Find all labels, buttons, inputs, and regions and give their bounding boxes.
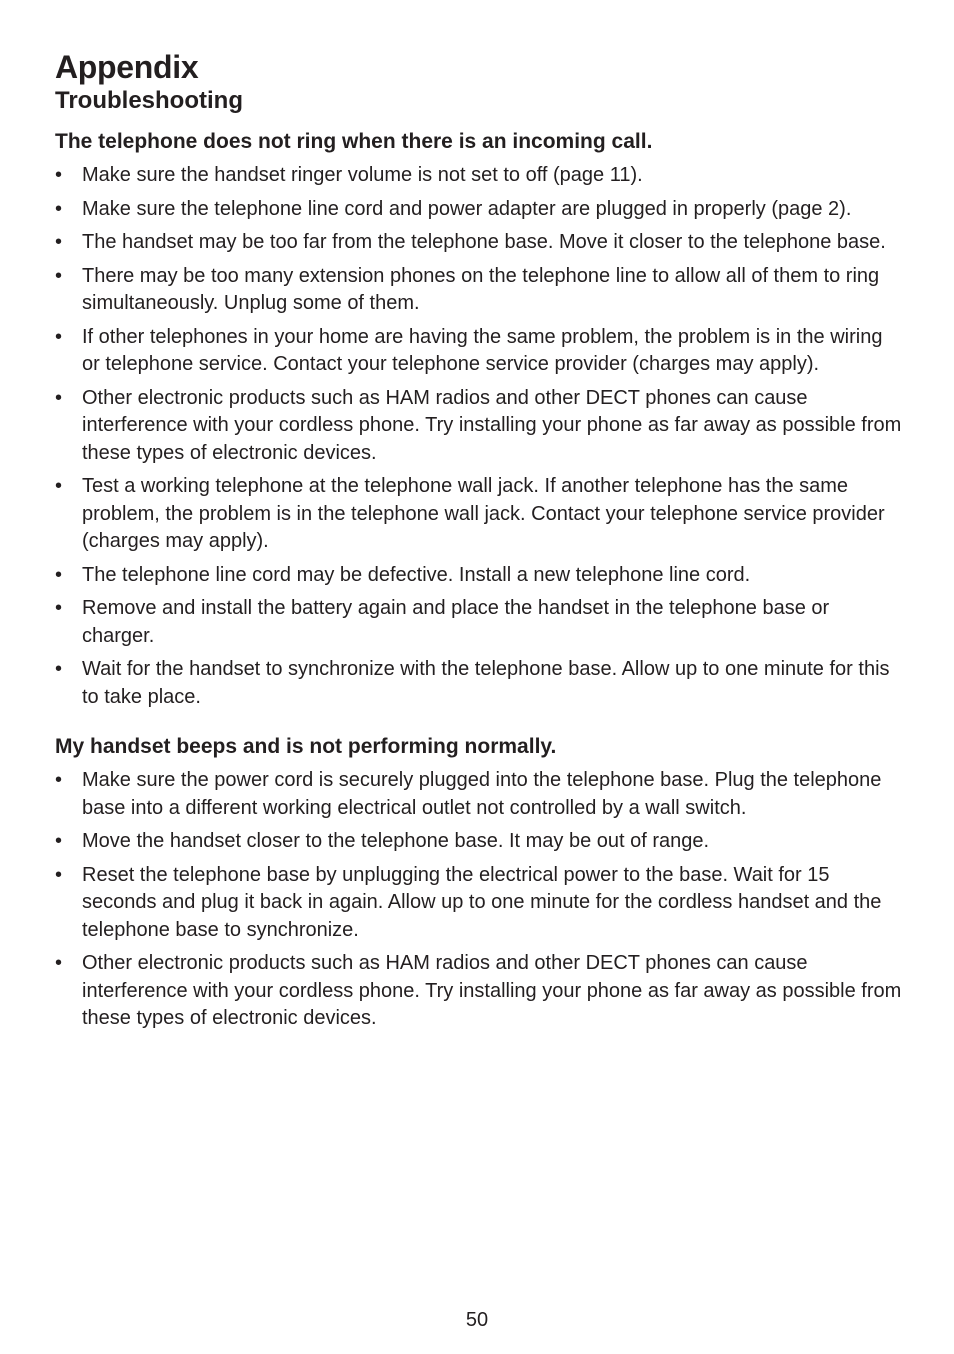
document-page	[55, 48, 905, 1039]
page-number: 50	[465, 1309, 489, 1331]
list-item-text: The handset may be too far from the telephone base. Move it closer to the telephone base.	[82, 231, 886, 253]
list-item	[55, 767, 905, 822]
bullet-icon: •	[55, 386, 63, 409]
bullet-icon: •	[55, 197, 63, 220]
bullet-icon: •	[55, 952, 63, 974]
page-title: Appendix	[55, 49, 199, 85]
list-item	[55, 162, 905, 190]
list-item-text: Make sure the power cord is securely plugged into the telephone base. Plug the telephone base into a different working electrical outlet not controlled by a wall switch.	[82, 769, 882, 819]
section-title: Troubleshooting	[55, 87, 243, 114]
bullet-icon: •	[55, 325, 63, 348]
list-item	[55, 196, 905, 224]
list-item	[55, 324, 905, 379]
no-ring-list	[55, 162, 905, 711]
handset-beeps-list	[55, 767, 905, 1033]
issue-heading-handset-beeps: My handset beeps and is not performing normally.	[55, 735, 557, 758]
bullet-icon: •	[55, 863, 63, 886]
list-item-text: Test a working telephone at the telephone wall jack. If another telephone has the same problem, the problem is in the telephone wall jack. Contact your telephone service provider (charges may apply).	[82, 475, 885, 552]
list-item-text: Make sure the handset ringer volume is not set to off (page 11).	[82, 164, 643, 186]
list-item	[55, 828, 905, 856]
list-item	[55, 656, 905, 711]
list-item	[55, 385, 905, 468]
issue-heading-no-ring: The telephone does not ring when there is an incoming call.	[55, 130, 653, 153]
list-item-text: Remove and install the battery again and place the handset in the telephone base or charger.	[82, 597, 830, 647]
list-item	[55, 950, 905, 1033]
list-item	[55, 862, 905, 945]
list-item	[55, 229, 905, 257]
bullet-icon: •	[55, 164, 63, 186]
list-item	[55, 473, 905, 556]
list-item-text: Other electronic products such as HAM radios and other DECT phones can cause interference with your cordless phone. Try installing your phone as far away as possible from these types of electronic devices.	[82, 952, 902, 1029]
list-item	[55, 263, 905, 318]
list-item-text: The telephone line cord may be defective. Install a new telephone line cord.	[82, 563, 751, 586]
list-item	[55, 562, 905, 590]
bullet-icon: •	[55, 264, 63, 287]
list-item-text: If other telephones in your home are having the same problem, the problem is in the wiring or telephone service. Contact your telephone service provider (charges may apply).	[82, 325, 883, 375]
bullet-icon: •	[55, 475, 63, 497]
bullet-icon: •	[55, 231, 63, 253]
list-item-text: There may be too many extension phones on the telephone line to allow all of them to ring simultaneously. Unplug some of them.	[82, 264, 880, 314]
list-item-text: Move the handset closer to the telephone base. It may be out of range.	[82, 830, 710, 852]
list-item-text: Reset the telephone base by unplugging the electrical power to the base. Wait for 15 seconds and plug it back in again. Allow up to one minute for the cordless handset and the telephone base to synchronize.	[82, 863, 882, 941]
bullet-icon: •	[55, 830, 63, 852]
list-item-text: Other electronic products such as HAM radios and other DECT phones can cause interference with your cordless phone. Try installing your phone as far away as possible from these types of electronic devices.	[82, 386, 902, 464]
bullet-icon: •	[55, 563, 63, 586]
bullet-icon: •	[55, 597, 63, 619]
list-item-text: Wait for the handset to synchronize with the telephone base. Allow up to one minute for this to take place.	[82, 658, 890, 708]
list-item	[55, 595, 905, 650]
bullet-icon: •	[55, 769, 63, 791]
list-item-text: Make sure the telephone line cord and power adapter are plugged in properly (page 2).	[82, 197, 852, 220]
bullet-icon: •	[55, 658, 63, 680]
